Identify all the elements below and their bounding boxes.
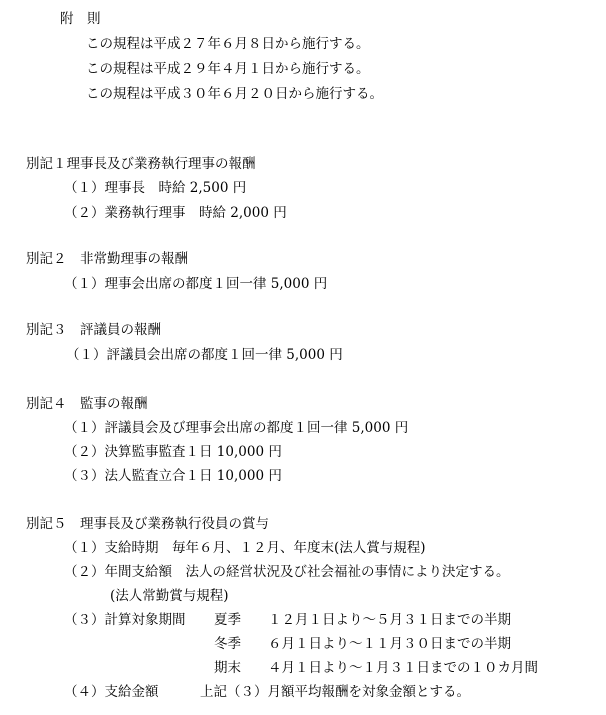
supplement-line: この規程は平成３０年６月２０日から施行する。 xyxy=(86,86,383,102)
supplement-line: この規程は平成２９年４月１日から施行する。 xyxy=(86,61,370,77)
annex-5-title: 別記５ 理事長及び業務執行役員の賞与 xyxy=(26,516,269,532)
period-season: 夏季 xyxy=(214,612,241,628)
supplement-heading: 附 則 xyxy=(60,11,101,27)
supplement-line: この規程は平成２７年６月８日から施行する。 xyxy=(86,36,370,52)
period-range: ６月１日より～１１月３０日までの半期 xyxy=(268,636,511,652)
period-range: ４月１日より～１月３１日までの１０カ月間 xyxy=(268,660,538,676)
period-season: 冬季 xyxy=(214,636,241,652)
annex-4-title: 別記４ 監事の報酬 xyxy=(26,396,148,412)
annex-5-item-1: （１）支給時期 毎年６月、１２月、年度末(法人賞与規程) xyxy=(64,540,426,556)
annex-2-item: （１）理事会出席の都度１回一律 5,000 円 xyxy=(64,276,328,292)
annex-5-item-4-label: （４）支給金額 xyxy=(64,684,159,700)
annex-3-title: 別記３ 評議員の報酬 xyxy=(26,322,161,338)
annex-5-item-2-note: (法人常勤賞与規程) xyxy=(110,588,229,604)
annex-1-title: 別記１理事長及び業務執行理事の報酬 xyxy=(26,156,256,172)
period-season: 期末 xyxy=(214,660,241,676)
annex-4-item: （３）法人監査立合１日 10,000 円 xyxy=(64,468,282,484)
annex-5-item-3-label: （３）計算対象期間 xyxy=(64,612,186,628)
annex-2-title: 別記２ 非常勤理事の報酬 xyxy=(26,251,188,267)
annex-1-item: （１）理事長 時給 2,500 円 xyxy=(64,180,247,196)
annex-5-item-2: （２）年間支給額 法人の経営状況及び社会福祉の事情により決定する。 xyxy=(64,564,510,580)
annex-4-item: （１）評議員会及び理事会出席の都度１回一律 5,000 円 xyxy=(64,420,409,436)
annex-3-item: （１）評議員会出席の都度１回一律 5,000 円 xyxy=(66,347,343,363)
period-range: １２月１日より～５月３１日までの半期 xyxy=(268,612,511,628)
annex-4-item: （２）決算監事監査１日 10,000 円 xyxy=(64,444,282,460)
annex-1-item: （２）業務執行理事 時給 2,000 円 xyxy=(64,205,287,221)
annex-5-item-4-text: 上記（３）月額平均報酬を対象金額とする。 xyxy=(200,684,470,700)
